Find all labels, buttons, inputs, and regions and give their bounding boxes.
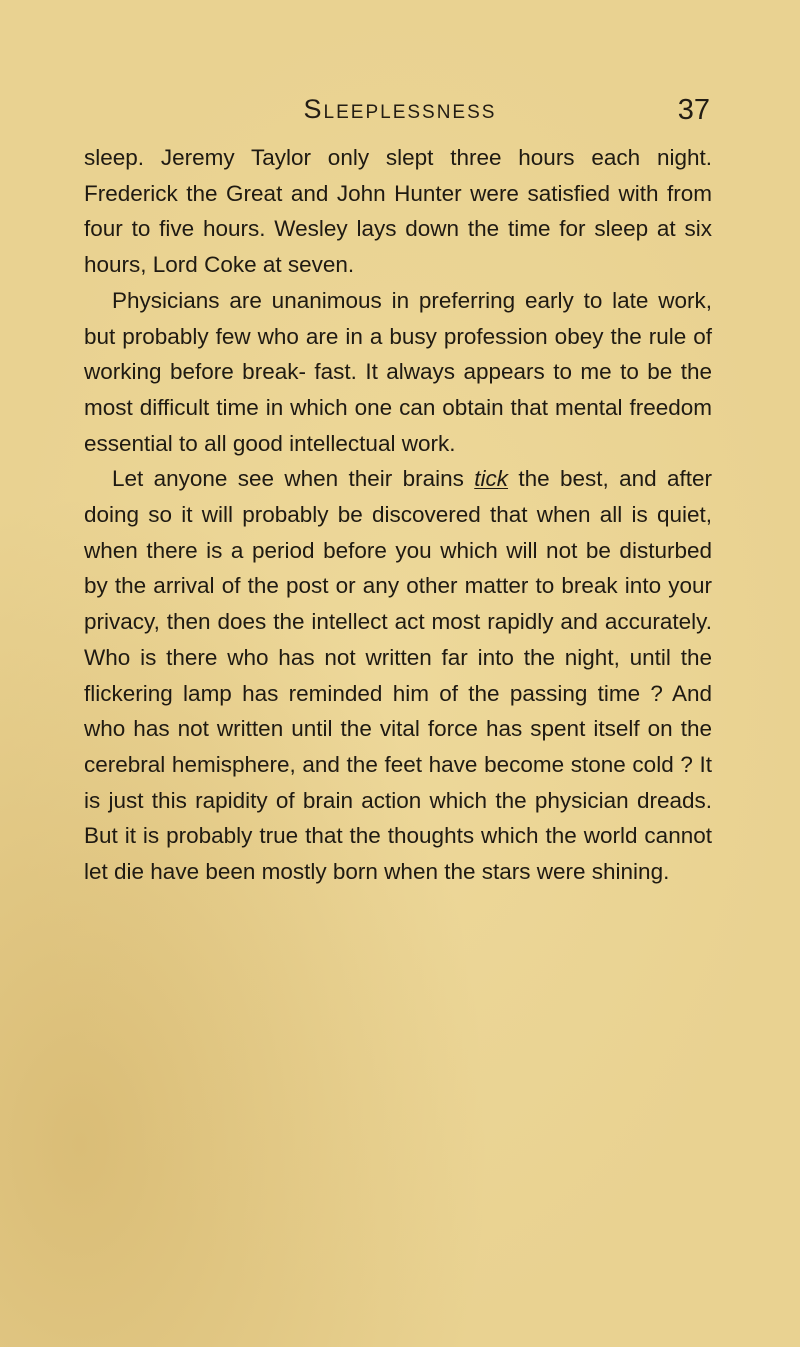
paragraph-3 (84, 461, 712, 889)
paragraph-3-end: the best, and after doing so it will probably be discovered that when all is quiet, when there is a period before you which will not be disturbed by the arrival of the post or any other matter to break into your privacy, then does the intellect act most rapidly and accurately. Who is there who has not written far into the night, until the flickering lamp has reminded him of the passing time ? And who has not written until the vital force has spent itself on the cerebral hemisphere, and the feet have become stone cold ? It is just this rapidity of brain action which the physician dreads. But it is probably true that the thoughts which the world cannot let die have been mostly born when the stars were shining. (84, 466, 712, 885)
page-header (90, 94, 710, 134)
paragraph-1: sleep. Jeremy Taylor only slept three hours each night. Frederick the Great and John Hunter were satisfied with from four to five hours. Wesley lays down the time for sleep at six hours, Lord Coke at seven. (84, 145, 712, 278)
page-number: 37 (677, 94, 710, 126)
paragraph-3-start: Let anyone see when their brains (112, 466, 475, 492)
body-text (84, 140, 712, 890)
running-title: Sleeplessness (303, 94, 497, 124)
paragraph-2: Physicians are unanimous in preferring early to late work, but probably few who are in a busy profession obey the rule of working before break- fast. It always appears to me to be the most difficult time in which one can obtain that mental freedom essential to all good intellectual work. (84, 287, 712, 456)
emphasized-word: tick (474, 466, 509, 492)
